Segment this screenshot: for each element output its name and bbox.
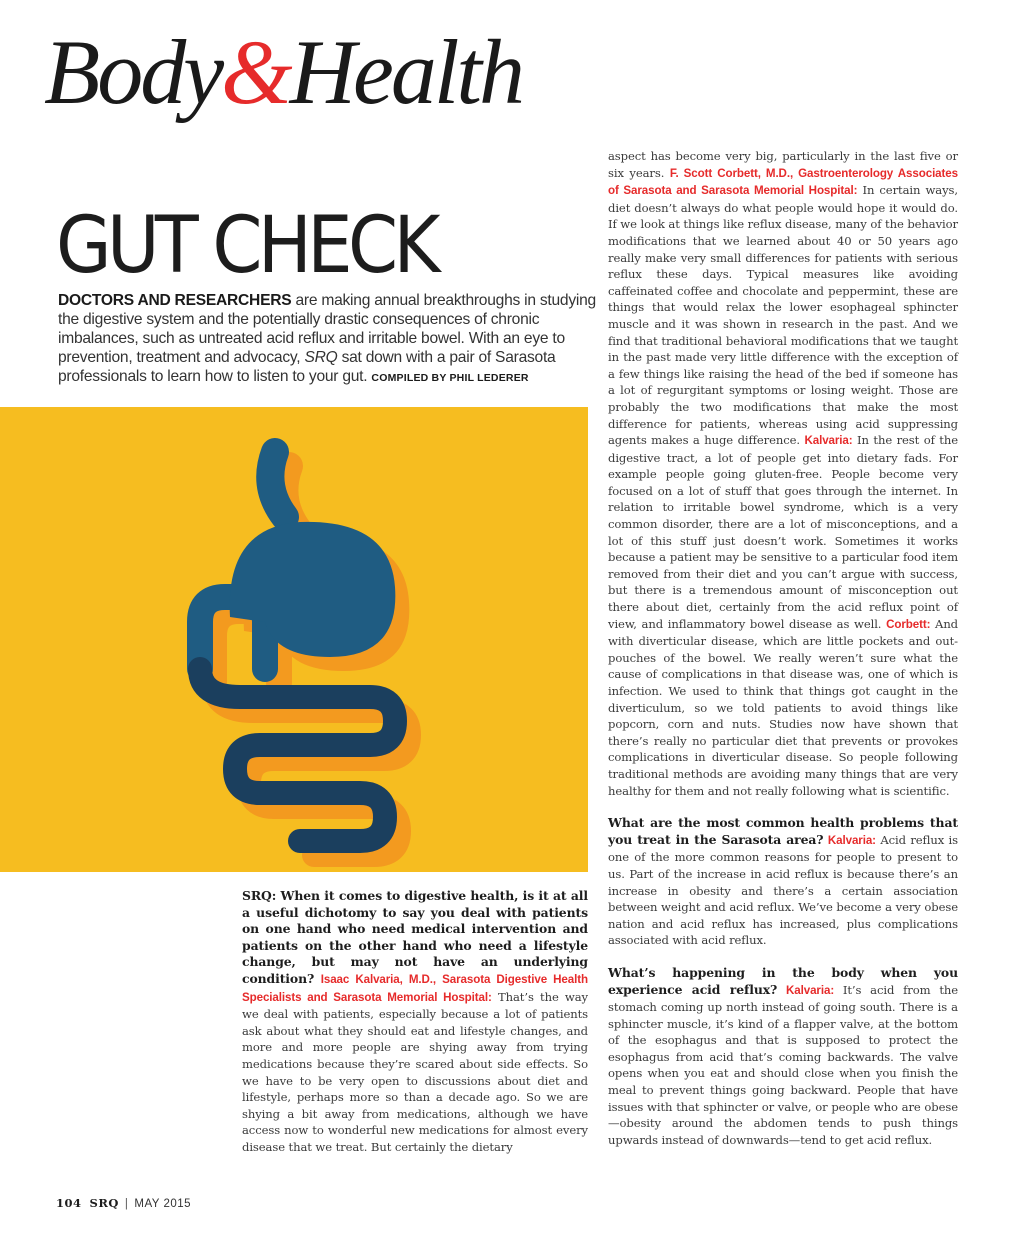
answer-text: It’s acid from the stomach coming up north instead of going south. There is a sphincter muscle, it’s kind of a flapper valve, at the bottom of the esophagus and that is supposed to protect the esophagus from acid that’s coming backwards. The valve opens when you eat and should close when you finish the meal to prevent things going backward. People that have issues with that sphincter or valve, or people who are obese —obesity around the abdomen tends to push things upwards instead of downwards—tend to get acid reflux. [608, 982, 959, 1147]
answer-text: In the rest of the digestive tract, a lot of people get into dietary fads. For example people going gluten-free. People become very focused on a lot of stuff that goes through the internet. In relation to irritable bowel syndrome, which is a very common disorder, there are a lot of misconceptions, and a lot of this stuff just doesn’t work. Sometimes it works because a patient may be sensitive to a particular food item removed from their diet and you can’t argue with success, but there is a tremendous amount of misconception out there about diet, certainly from the acid reflux point of view, and inflammatory bowel disease as well. [608, 433, 958, 631]
paragraph [608, 815, 958, 949]
masthead-health: Health [289, 21, 522, 123]
speaker-kalvaria: Kalvaria: [827, 833, 876, 847]
speaker-corbett: Corbett: [886, 617, 931, 631]
answer-text: And with diverticular disease, which are little pockets and out-pouches of the bowel. We really weren’t sure what the cause of complications in that disease was, one of which is infection. We used to think that things got caught in the diverticulum, so we told patients to avoid things like popcorn, corn and nuts. Studies now have shown that there’s really no particular diet that prevents or provokes complications in diverticular disease. So people following traditional methods are avoiding many things that are very healthy for them and not really following what is scientific. [608, 616, 959, 798]
issue-date: MAY 2015 [134, 1198, 192, 1210]
answer-text: That’s the way we deal with patients, especially because a lot of patients ask about what they should eat and lifestyle changes, and more and more people are shying away from trying medications because they’re scared about side effects. So we have to be very open to discussions about diet and lifestyle, perhaps more so than a decade ago. So we are shying a bit away from medications, although we have access now to wonderful new medications for almost every disease that we treat. But certainly the dietary [242, 989, 589, 1154]
page-number: 104 [56, 1196, 82, 1210]
article-column-right [608, 148, 958, 1148]
answer-text: Acid reflux is one of the more common reasons for people to present to us. Part of the increase in acid reflux is because there’s an increase in obesity and there’s a certain association between weight and acid reflux. We’ve become a very obese nation and acid reflux has increased, plus complications associated with acid reflux. [608, 832, 958, 948]
masthead-logo [44, 22, 604, 122]
dek-text-1: are making annual breakthroughs in studying the digestive system and the potentially drastic consequences of chronic imbalances, such as untreated acid reflux and irritable bowel. With an eye to prevention, treatment and advocacy, [58, 292, 596, 366]
paragraph [608, 148, 958, 799]
speaker-kalvaria-full: Isaac Kalvaria, M.D., Sarasota Digestive Health Specialists and Sarasota Memorial Hospital: [242, 972, 588, 1004]
question-2: What are the most common health problems that you treat in the Sarasota area? [608, 815, 958, 847]
paragraph [242, 888, 588, 1156]
dek-credit: COMPILED BY PHIL LEDERER [371, 372, 529, 384]
masthead-ampersand: & [221, 21, 290, 123]
dek-text-2: sat down with a pair of Sarasota professionals to learn how to listen to your gut. [58, 349, 556, 385]
article-headline: GUT CHECK [56, 201, 436, 291]
folio-separator: | [124, 1198, 129, 1210]
page-folio [56, 1196, 191, 1210]
stomach-intestine-icon [0, 407, 588, 872]
paragraph [608, 965, 958, 1149]
question-1: SRQ: When it comes to digestive health, is it at all a useful dichotomy to say you deal with patients on one hand who need medical intervention and patients on the other hand who need a lifestyle change, but may not have an underlying condition? [242, 888, 588, 986]
speaker-corbett-full: F. Scott Corbett, M.D., Gastroenterology Associates of Sarasota and Sarasota Memorial Hospital: [608, 166, 958, 198]
dek-lead: DOCTORS AND RESEARCHERS [58, 292, 292, 309]
answer-text: In certain ways, diet doesn’t always do what people would hope it would do. If we look at things like reflux disease, many of the behavior modifications that we learned about 40 or 50 years ago really make very small differences for patients with serious reflux these days. Typical measures like avoiding caffeinated coffee and chocolate and peppermint, these are things that would relax the lower esophageal sphincter muscle and it was shown in research in the past. And we find that traditional behavioral modifications that we taught in the past made very little difference with the exception of a few things like raising the head of the bed if someone has a lot of regurgitant symptoms or losing weight. Those are probably the two modifications that make the most difference for patients, whereas using acid suppressing agents makes a huge difference. [608, 183, 958, 448]
stomach-illustration [0, 407, 588, 872]
speaker-kalvaria: Kalvaria: [804, 434, 853, 448]
answer-text: aspect has become very big, particularly in the last five or six years. [608, 149, 958, 180]
masthead-body: Body [44, 21, 222, 123]
question-3: What’s happening in the body when you experience acid reflux? [608, 964, 958, 997]
dek-italic: SRQ [304, 349, 338, 366]
article-dek [58, 291, 598, 388]
speaker-kalvaria: Kalvaria: [786, 983, 835, 997]
magazine-name: SRQ [89, 1196, 119, 1210]
article-column-left [242, 888, 588, 1156]
